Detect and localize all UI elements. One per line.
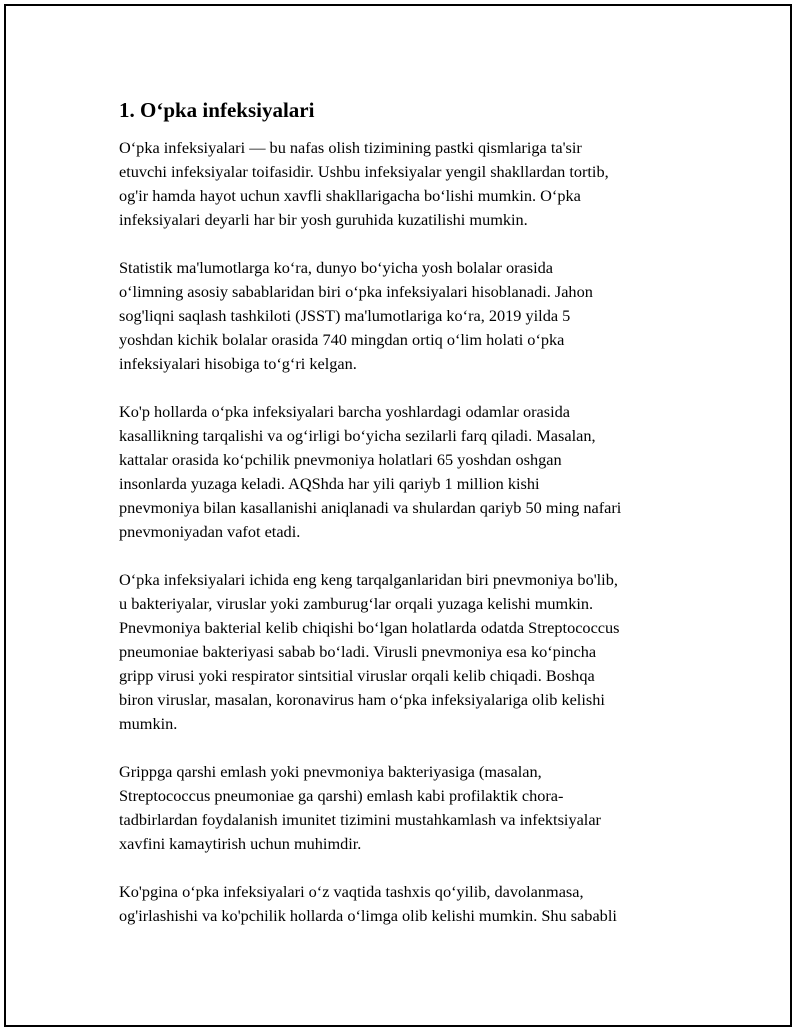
paragraph-age-differences — [119, 400, 709, 544]
text-line: Pnevmoniya bakterial kelib chiqishi bo‘lgan holatlarda odatda Streptococcus — [119, 618, 620, 637]
paragraph-pneumonia-causes — [119, 568, 709, 736]
document-body — [119, 96, 709, 952]
paragraph-prevention — [119, 760, 709, 856]
text-line: O‘pka infeksiyalari — bu nafas olish tizimining pastki qismlariga ta'sir — [119, 138, 582, 157]
text-line: mumkin. — [119, 714, 178, 733]
text-line: yoshdan kichik bolalar orasida 740 mingdan ortiq o‘lim holati o‘pka — [119, 330, 565, 349]
text-line: Ko'p hollarda o‘pka infeksiyalari barcha yoshlardagi odamlar orasida — [119, 402, 570, 421]
paragraph-diagnosis — [119, 880, 709, 928]
text-line: og'ir hamda hayot uchun xavfli shakllarigacha bo‘lishi mumkin. O‘pka — [119, 186, 581, 205]
text-line: biron viruslar, masalan, koronavirus ham o‘pka infeksiyalariga olib kelishi — [119, 690, 605, 709]
text-line: pnevmoniyadan vafot etadi. — [119, 522, 301, 541]
section-heading: 1. O‘pka infeksiyalari — [119, 98, 315, 122]
text-line: pneumoniae bakteriyasi sabab bo‘ladi. Virusli pnevmoniya esa ko‘pincha — [119, 642, 597, 661]
text-line: og'irlashishi va ko'pchilik hollarda o‘limga olib kelishi mumkin. Shu sababli — [119, 906, 617, 925]
paragraph-definition — [119, 136, 709, 232]
text-line: sog'liqni saqlash tashkiloti (JSST) ma'lumotlariga ko‘ra, 2019 yilda 5 — [119, 306, 571, 325]
text-line: pnevmoniya bilan kasallanishi aniqlanadi va shulardan qariyb 50 ming nafari — [119, 498, 622, 517]
paragraph-statistics — [119, 256, 709, 376]
text-line: Statistik ma'lumotlarga ko‘ra, dunyo bo‘yicha yosh bolalar orasida — [119, 258, 553, 277]
text-line: Grippga qarshi emlash yoki pnevmoniya bakteriyasiga (masalan, — [119, 762, 542, 781]
text-line: Ko'pgina o‘pka infeksiyalari o‘z vaqtida tashxis qo‘yilib, davolanmasa, — [119, 882, 584, 901]
text-line: O‘pka infeksiyalari ichida eng keng tarqalganlaridan biri pnevmoniya bo'lib, — [119, 570, 618, 589]
text-line: infeksiyalari hisobiga to‘g‘ri kelgan. — [119, 354, 357, 373]
text-line: xavfini kamaytirish uchun muhimdir. — [119, 834, 362, 853]
text-line: kasallikning tarqalishi va og‘irligi bo‘yicha sezilarli farq qiladi. Masalan, — [119, 426, 596, 445]
text-line: insonlarda yuzaga keladi. AQShda har yili qariyb 1 million kishi — [119, 474, 540, 493]
text-line: o‘limning asosiy sabablaridan biri o‘pka infeksiyalari hisoblanadi. Jahon — [119, 282, 593, 301]
text-line: Streptococcus pneumoniae ga qarshi) emlash kabi profilaktik chora- — [119, 786, 564, 805]
text-line: tadbirlardan foydalanish imunitet tizimini mustahkamlash va infektsiyalar — [119, 810, 601, 829]
text-line: infeksiyalari deyarli har bir yosh guruhida kuzatilishi mumkin. — [119, 210, 528, 229]
text-line: u bakteriyalar, viruslar yoki zamburug‘lar orqali yuzaga kelishi mumkin. — [119, 594, 594, 613]
text-line: etuvchi infeksiyalar toifasidir. Ushbu infeksiyalar yengil shakllardan tortib, — [119, 162, 609, 181]
page-frame — [4, 4, 792, 1027]
text-line: gripp virusi yoki respirator sintsitial viruslar orqali kelib chiqadi. Boshqa — [119, 666, 595, 685]
text-line: kattalar orasida ko‘pchilik pnevmoniya holatlari 65 yoshdan oshgan — [119, 450, 562, 469]
